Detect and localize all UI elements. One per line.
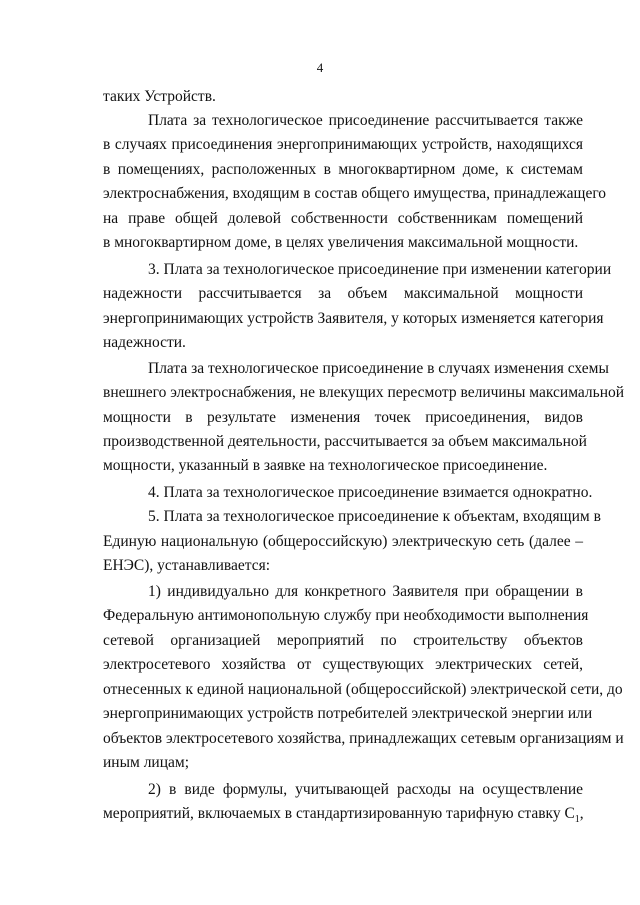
text-line: на праве общей долевой собственности собственникам помещений <box>103 210 583 227</box>
text-line: 4. Плата за технологическое присоединение взимается однократно. <box>148 484 593 501</box>
text-line: электроснабжения, входящим в состав общего имущества, принадлежащего <box>103 185 607 202</box>
text-line: таких Устройств. <box>103 88 216 105</box>
text-line: энергопринимающих устройств Заявителя, у которых изменяется категория <box>103 310 604 327</box>
text-line: надежности рассчитывается за объем максимальной мощности <box>103 285 583 302</box>
text-line: в случаях присоединения энергопринимающих устройств, находящихся <box>103 136 583 153</box>
text-line: ЕНЭС), устанавливается: <box>103 557 271 574</box>
text-line: Плата за технологическое присоединение в случаях изменения схемы <box>148 360 609 377</box>
text-line: производственной деятельности, рассчитывается за объем максимальной <box>103 433 587 450</box>
text-line: в помещениях, расположенных в многоквартирном доме, к системам <box>103 161 583 178</box>
page-number: 4 <box>316 60 324 75</box>
text-line: 5. Плата за технологическое присоединение к объектам, входящим в <box>148 508 601 525</box>
text-line: мощности, указанный в заявке на технологическое присоединение. <box>103 457 548 474</box>
subscript: 1 <box>574 814 580 826</box>
text-line <box>103 804 584 826</box>
text-line: сетевой организацией мероприятий по строительству объектов <box>103 632 583 649</box>
text-line: Единую национальную (общероссийскую) электрическую сеть (далее – <box>103 533 583 550</box>
text-line: мощности в результате изменения точек присоединения, видов <box>103 409 583 426</box>
text-line: Плата за технологическое присоединение рассчитывается также <box>148 112 583 129</box>
text-line: объектов электросетевого хозяйства, принадлежащих сетевым организациям и <box>103 730 624 747</box>
text-line: Федеральную антимонопольную службу при необходимости выполнения <box>103 607 589 624</box>
text-line: отнесенных к единой национальной (общероссийской) электрической сети, до <box>103 681 623 698</box>
text-line: 1) индивидуально для конкретного Заявителя при обращении в <box>148 583 583 600</box>
text-line: электросетевого хозяйства от существующих электрических сетей, <box>103 656 583 673</box>
text-line: 2) в виде формулы, учитывающей расходы на осуществление <box>148 781 583 798</box>
text-line: иным лицам; <box>103 754 190 771</box>
text-line-main: мероприятий, включаемых в стандартизированную тарифную ставку С <box>103 805 575 822</box>
text-line: в многоквартирном доме, в целях увеличения максимальной мощности. <box>103 234 579 251</box>
text-line: энергопринимающих устройств потребителей электрической энергии или <box>103 705 593 722</box>
text-line: внешнего электроснабжения, не влекущих пересмотр величины максимальной <box>103 384 625 401</box>
trailing-comma: , <box>579 805 584 822</box>
text-line: 3. Плата за технологическое присоединение при изменении категории <box>148 261 612 278</box>
text-line: надежности. <box>103 334 186 351</box>
